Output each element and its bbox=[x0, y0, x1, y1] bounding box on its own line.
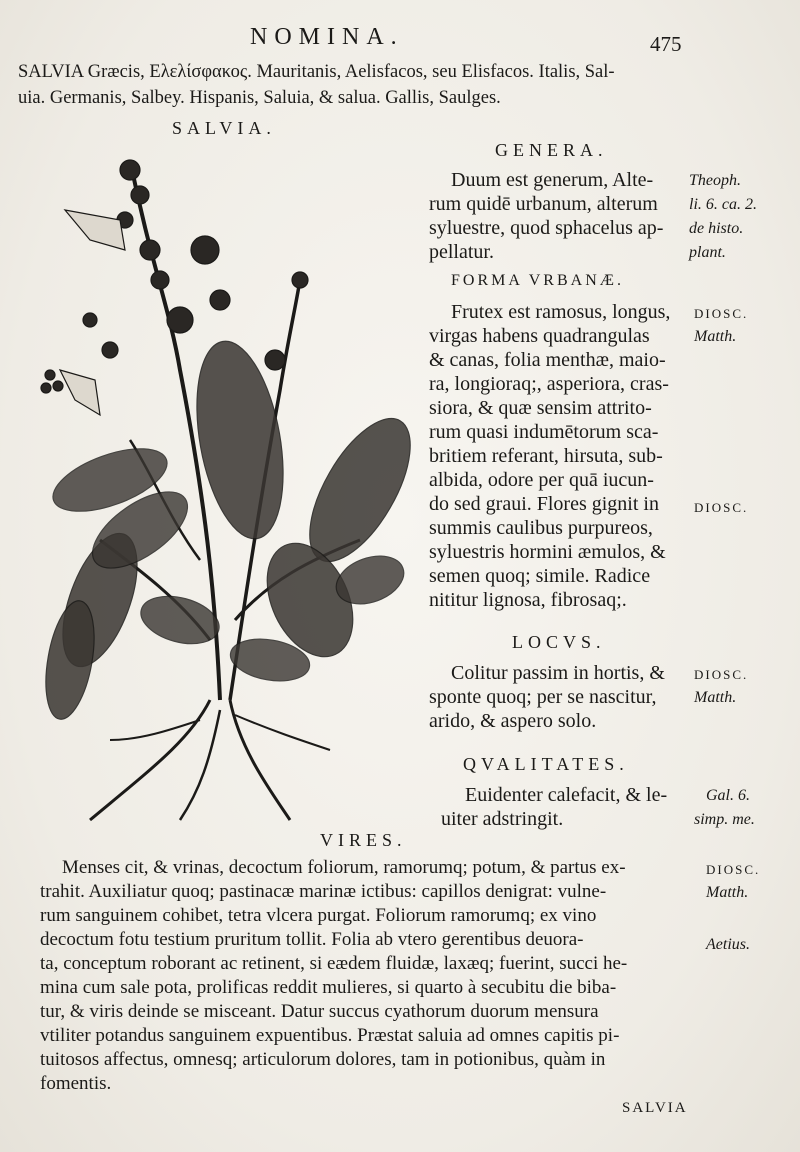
vires-line: Menses cit, & vrinas, decoctum foliorum, ramorumq; potum, & partus ex- bbox=[62, 857, 626, 878]
locus-line: arido, & aspero solo. bbox=[429, 710, 597, 732]
forma-line: albida, odore per quā iucun- bbox=[429, 469, 654, 491]
genera-line: pellatur. bbox=[429, 241, 494, 263]
forma-line: Frutex est ramosus, longus, bbox=[451, 301, 671, 323]
vires-line: tur, & viris deinde se misceant. Datur succus cyathorum duorum mensura bbox=[40, 1001, 599, 1022]
forma-line: do sed graui. Flores gignit in bbox=[429, 493, 659, 515]
margin-note: DIOSC. bbox=[706, 862, 761, 877]
vires-line: trahit. Auxiliatur quoq; pastinacæ marinæ ictibus: capillos denigrat: vulne- bbox=[40, 881, 607, 902]
vires-line: decoctum fotu testium pruritum tollit. Folia ab vtero gerentibus deuora- bbox=[40, 929, 584, 950]
vires-line: mina cum sale pota, prolificas reddit mulieres, si quarto à secubitu die biba- bbox=[40, 977, 617, 998]
margin-note: Theoph. bbox=[689, 172, 741, 189]
vires-line: vtiliter potandus sanguinem expuentibus. Præstat saluia ad omnes capitis pi- bbox=[40, 1025, 620, 1046]
genera-line: Duum est generum, Alte- bbox=[451, 169, 654, 191]
forma-line: virgas habens quadrangulas bbox=[429, 325, 650, 347]
genera-line: syluestre, quod sphacelus ap- bbox=[429, 217, 664, 239]
section-title-forma: FORMA VRBANÆ. bbox=[451, 272, 624, 289]
locus-line: Colitur passim in hortis, & bbox=[451, 662, 665, 684]
forma-line: nititur lignosa, fibrosaq;. bbox=[429, 589, 627, 611]
vires-line: rum sanguinem cohibet, tetra vlcera purgat. Foliorum ramorumq; ex vino bbox=[40, 905, 597, 926]
forma-line: semen quoq; simile. Radice bbox=[429, 565, 651, 587]
margin-note: Gal. 6. bbox=[706, 787, 750, 804]
margin-note: Aetius. bbox=[706, 936, 750, 953]
vires-line: ta, conceptum roborant ac retinent, si eædem fluidæ, laxæq; fuerint, succi he- bbox=[40, 953, 628, 974]
section-title-locus: LOCVS. bbox=[512, 632, 606, 652]
margin-note: DIOSC. bbox=[694, 500, 749, 515]
figure-caption: SALVIA. bbox=[172, 118, 276, 138]
names-line-1: SALVIA Græcis, Ελελίσφακος. Mauritanis, Aelisfacos, seu Elisfacos. Italis, Sal- bbox=[18, 62, 615, 82]
forma-line: siora, & quæ sensim attrito- bbox=[429, 397, 652, 419]
margin-note: Matth. bbox=[694, 328, 737, 345]
section-title-genera: GENERA. bbox=[495, 140, 608, 160]
vires-line: fomentis. bbox=[40, 1073, 112, 1094]
forma-line: ra, longioraq;, asperiora, cras- bbox=[429, 373, 669, 395]
genera-line: rum quidē urbanum, alterum bbox=[429, 193, 658, 215]
margin-note: Matth. bbox=[694, 689, 737, 706]
catchword: SALVIA bbox=[622, 1100, 688, 1116]
qualitates-line: uiter adstringit. bbox=[441, 808, 564, 830]
locus-line: sponte quoq; per se nascitur, bbox=[429, 686, 657, 708]
page-number: 475 bbox=[650, 32, 682, 56]
margin-note: plant. bbox=[689, 244, 726, 261]
margin-note: DIOSC. bbox=[694, 667, 749, 682]
qualitates-line: Euidenter calefacit, & le- bbox=[465, 784, 668, 806]
margin-note: DIOSC. bbox=[694, 306, 749, 321]
section-title-vires: VIRES. bbox=[320, 830, 407, 850]
margin-note: de histo. bbox=[689, 220, 744, 237]
margin-note: simp. me. bbox=[694, 811, 755, 828]
margin-note: li. 6. ca. 2. bbox=[689, 196, 757, 213]
forma-line: britiem referant, hirsuta, sub- bbox=[429, 445, 663, 467]
forma-line: syluestris hormini æmulos, & bbox=[429, 541, 666, 563]
forma-line: rum quasi indumētorum sca- bbox=[429, 421, 659, 443]
vires-line: tuitosos affectus, omnesq; articulorum dolores, tam in potionibus, quàm in bbox=[40, 1049, 606, 1070]
page-header-title: NOMINA. bbox=[250, 24, 404, 50]
names-line-2: uia. Germanis, Salbey. Hispanis, Saluia, & salua. Gallis, Saulges. bbox=[18, 88, 501, 108]
forma-line: summis caulibus purpureos, bbox=[429, 517, 653, 539]
forma-line: & canas, folia menthæ, maio- bbox=[429, 349, 666, 371]
margin-note: Matth. bbox=[706, 884, 749, 901]
sage-plant-illustration bbox=[30, 140, 430, 830]
section-title-qualitates: QVALITATES. bbox=[463, 754, 629, 774]
